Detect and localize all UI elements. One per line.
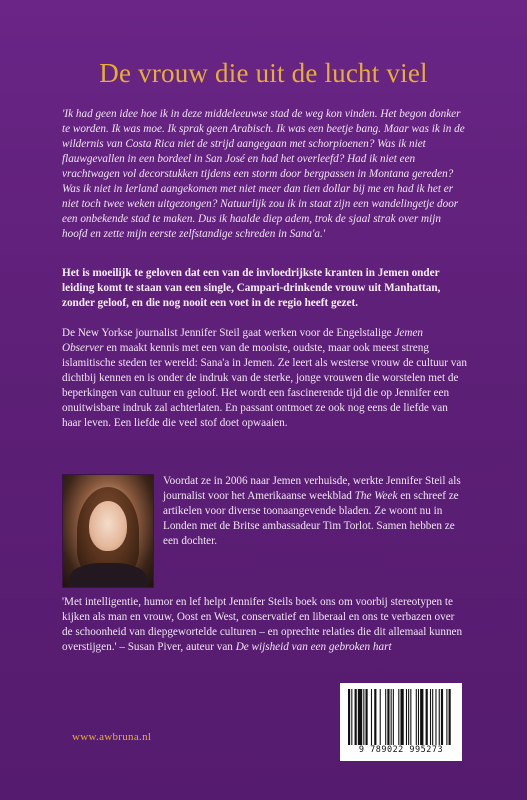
review-book-title: De wijsheid van een gebroken hart xyxy=(235,641,392,653)
barcode-bar xyxy=(446,689,447,745)
barcode-bar xyxy=(380,689,381,745)
review-quote xyxy=(62,595,467,655)
barcode-bar xyxy=(449,689,451,745)
magazine-name: The Week xyxy=(354,490,398,502)
description-part-2: en maakt kennis met een van de mooiste, oudste, maar ook meest streng islamitische steden ter wereld: Sana'a in Jemen. Ze leert als westerse vrouw de cultuur van dichtbij kennen en is onder de indruk van de sterke, jonge vrouwen die worstelen met de beperkingen van cultuur en geloof. Het wordt een fascinerende tijd die op Jennifer een onuitwisbare indruk zal achterlaten. En passant ontmoet ze ook nog eens de liefde van haar leven. Een liefde die veel stof doet opwaaien. xyxy=(62,342,467,429)
bio-part-2: en schreef ze artikelen voor diverse toonaangevende bladen. Ze woont nu in Londen met de Britse ambassadeur Tim Torlot. Samen hebben ze een dochter. xyxy=(163,490,459,547)
opening-quote: 'Ik had geen idee hoe ik in deze middeleeuwse stad de weg kon vinden. Het begon donker te worden. Ik was moe. Ik sprak geen Arabisch. Ik was een beetje bang. Maar was ik in de wildernis van Costa Rica niet de strijd aangegaan met schorpioenen? Was ik niet flauwgevallen in een bordeel in San José en had het overleefd? Had ik niet een vrachtwagen vol decorstukken tijdens een storm door bergpassen in Montana gereden? Was ik niet in Ierland aangekomen met niet meer dan tien dollar bij me en had ik het er niet toch twee weken uitgezongen? Natuurlijk zou ik in staat zijn een wandelingetje door een onbekende stad te maken. Dus ik haalde diep adem, trok de sjaal strak over mijn hoofd en zette mijn eerste zelfstandige schreden in Sana'a.' xyxy=(62,108,465,240)
publisher-website[interactable]: www.awbruna.nl xyxy=(72,731,152,743)
barcode-bar xyxy=(410,689,411,745)
barcode-bar xyxy=(426,689,428,745)
author-bio xyxy=(163,474,467,549)
intro-paragraph: Het is moeilijk te geloven dat een van de invloedrijkste kranten in Jemen onder leiding komt te staan van een single, Campari-drinkende vrouw uit Manhattan, zonder geloof, en die nog nooit een voet in de regio heeft gezet. xyxy=(62,267,441,309)
barcode-bar xyxy=(387,689,389,745)
barcode-bar xyxy=(406,689,407,745)
description-part-1: De New Yorkse journalist Jennifer Steil gaat werken voor de Engelstalige xyxy=(62,327,395,339)
barcode-bar xyxy=(355,689,357,745)
barcode-bar xyxy=(351,689,352,745)
barcode-bar xyxy=(439,689,440,745)
barcode-bar xyxy=(420,689,423,745)
barcode-bar xyxy=(430,689,431,745)
barcode-bar xyxy=(363,689,364,745)
barcode xyxy=(348,689,454,745)
barcode-bar xyxy=(418,689,419,745)
barcode-number: 9 789022 995273 xyxy=(358,745,444,755)
author-photo xyxy=(62,474,154,588)
barcode-bar xyxy=(435,689,436,745)
description-paragraph xyxy=(62,326,467,431)
barcode-bar xyxy=(393,689,394,745)
barcode-bar xyxy=(365,689,367,745)
barcode-bar xyxy=(400,689,403,745)
barcode-bar xyxy=(432,689,433,745)
barcode-bar xyxy=(348,689,350,745)
barcode-bar xyxy=(416,689,417,745)
page-title: De vrouw die uit de lucht viel xyxy=(99,58,428,88)
barcode-bar xyxy=(374,689,376,745)
barcode-bar xyxy=(358,689,362,745)
bio-part-1: Voordat ze in 2006 naar Jemen verhuisde, werkte Jennifer Steil als journalist voor het Amerikaanse weekblad xyxy=(163,475,461,502)
newspaper-name: Jemen Observer xyxy=(62,327,424,354)
barcode-bar xyxy=(371,689,372,745)
author-photo-face xyxy=(89,501,127,551)
review-text: 'Met intelligentie, humor en lef helpt Jennifer Steils boek ons om voorbij stereotypen te kijken als man en vrouw, Oost en West, conservatief en liberaal en ons te verbazen over de schoonheid van diepgewortelde culturen – en oprechte relaties die dit allemaal kunnen overstijgen.' – Susan Piver, auteur van xyxy=(62,596,463,653)
barcode-bar xyxy=(385,689,386,745)
barcode-bar xyxy=(398,689,399,745)
barcode-bar xyxy=(391,689,392,745)
author-photo-shirt xyxy=(69,563,147,588)
barcode-box xyxy=(340,683,462,761)
barcode-bar xyxy=(441,689,443,745)
barcode-bar xyxy=(408,689,409,745)
